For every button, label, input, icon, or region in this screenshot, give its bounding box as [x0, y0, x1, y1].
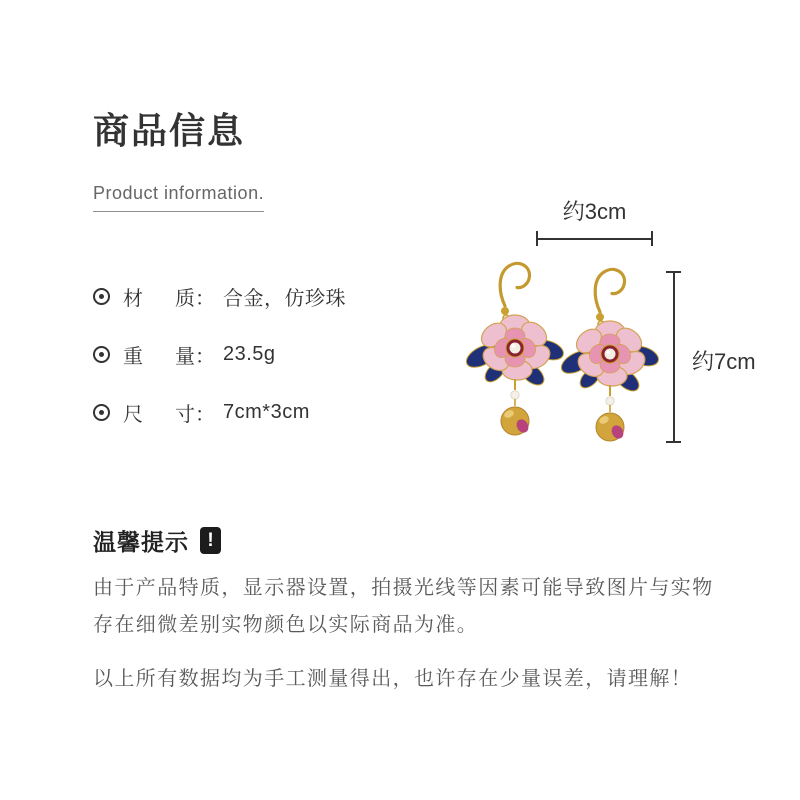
spec-label-char: 量 [175, 346, 195, 368]
width-measure-line [536, 231, 653, 246]
width-dimension-label: 约3cm [562, 199, 627, 224]
left-earring [463, 263, 566, 435]
spec-value: 7cm*3cm [223, 401, 310, 423]
spec-label [123, 282, 195, 311]
spec-label-char: 寸 [175, 404, 195, 426]
notice-paragraph: 由于产品特质，显示器设置，拍摄光线等因素可能导致图片与实物存在细微差别实物颜色以实际商品为准。 [93, 577, 714, 636]
spec-colon: ： [195, 288, 215, 310]
circle-dot-bullet-icon [93, 404, 110, 421]
spec-row [93, 342, 346, 367]
exclamation-icon: ! [200, 527, 221, 554]
notice-header [93, 524, 221, 557]
spec-label [123, 398, 195, 427]
spec-label-char: 质 [175, 288, 195, 310]
spec-row [93, 400, 346, 425]
measure-cap [666, 441, 681, 443]
spec-label [123, 340, 195, 369]
notice-paragraph: 以上所有数据均为手工测量得出，也许存在少量误差，请理解！ [93, 668, 693, 690]
notice-title: 温馨提示 [93, 529, 189, 555]
spec-row [93, 284, 346, 309]
circle-dot-bullet-icon [93, 288, 110, 305]
header [93, 103, 264, 212]
spec-value: 合金，仿珍珠 [223, 288, 346, 310]
height-dimension-label: 约7cm [692, 349, 756, 374]
spec-label-char: 重 [123, 346, 143, 368]
spec-colon: ： [195, 404, 215, 426]
earrings-product-image [455, 254, 667, 450]
right-earring [558, 269, 661, 441]
notice-body [93, 570, 729, 715]
spec-label-char: 尺 [123, 404, 143, 426]
spec-colon: ： [195, 346, 215, 368]
page-subtitle: Product information. [93, 183, 264, 212]
spec-label-char: 材 [123, 288, 143, 310]
spec-value: 23.5g [223, 343, 276, 365]
measure-bar [673, 271, 675, 443]
height-measure-line [666, 271, 681, 443]
spec-list [93, 284, 346, 458]
measure-bar [536, 238, 653, 240]
page-title: 商品信息 [93, 110, 246, 151]
measure-cap [651, 231, 653, 246]
circle-dot-bullet-icon [93, 346, 110, 363]
